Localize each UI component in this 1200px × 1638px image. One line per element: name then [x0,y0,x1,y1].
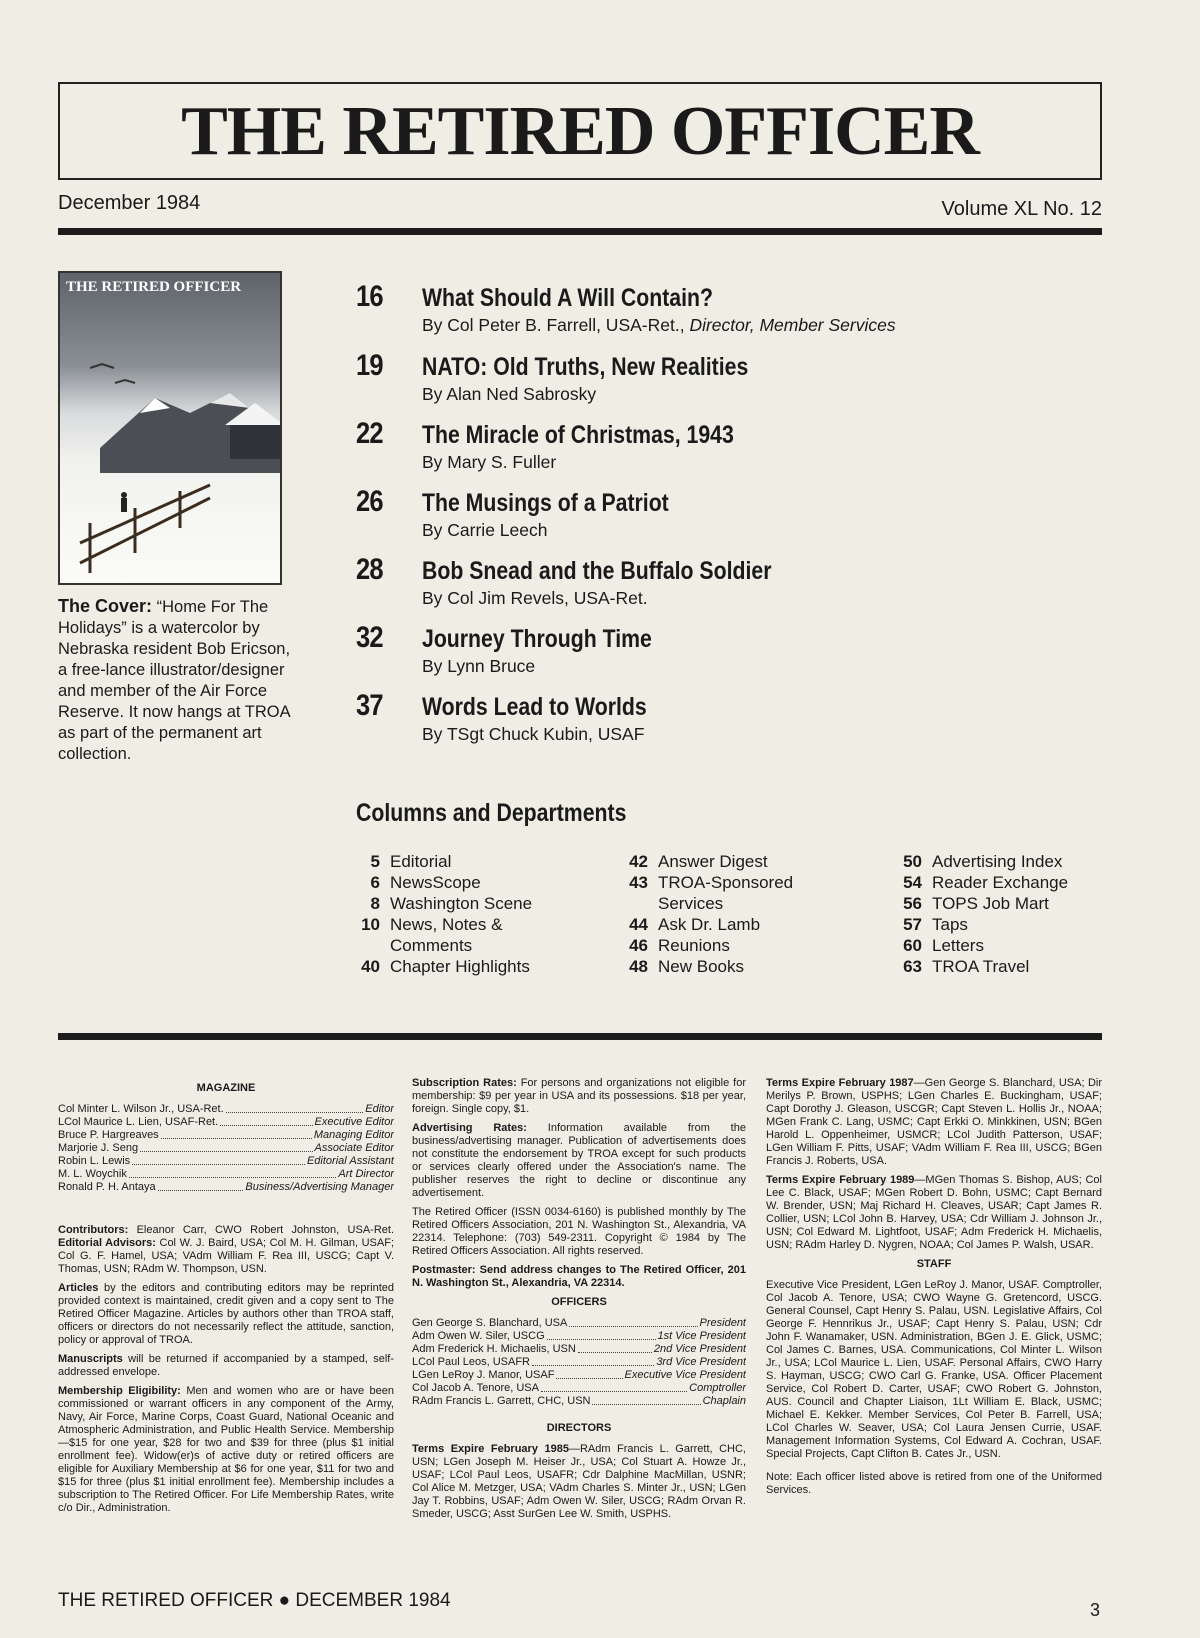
columns-heading: Columns and Departments [356,799,627,827]
postmaster-note: Postmaster: Send address changes to The Retired Officer, 201 N. Washington St., Alexandria, VA 22314. [412,1264,746,1289]
magazine-title: THE RETIRED OFFICER [181,93,979,170]
feature-page: 22 [356,417,383,450]
footer-title: THE RETIRED OFFICER ● DECEMBER 1984 [58,1590,451,1611]
directors-heading: DIRECTORS [546,1422,612,1434]
list-item: Services [658,894,724,913]
feature-title[interactable]: Journey Through Time [422,625,652,653]
staff-row: Col Minter L. Wilson Jr., USA-Ret. Editor [58,1103,394,1115]
feature-byline: By Col Peter B. Farrell, USA-Ret., Director, Member Services [422,315,896,335]
staff-row: M. L. Woychik Art Director [58,1168,394,1180]
feature-byline: By Mary S. Fuller [422,452,557,472]
staff-row: Robin L. Lewis Editorial Assistant [58,1155,394,1167]
officer-row: LGen LeRoy J. Manor, USAF Executive Vice President [412,1369,746,1381]
list-item[interactable]: 60 Letters [903,936,984,955]
columns-list [348,851,532,977]
issue-date: December 1984 [58,192,201,214]
terms-1985: Terms Expire February 1985—RAdm Francis L. Garrett, CHC, USN; LGen Joseph M. Heiser Jr., USA; Col Stuart A. Howze Jr., USAF; LCol Paul Leos, USAFR; Cdr Dalphine MacMillan, USNR; Col Alice M. Metzger, USA; VAdm Charles S. Minter Jr., USN; LGen Jay T. Robbins, USAF; Adm Owen W. Siler, USCG; RAdm Orvan R. Smeder, USCG; Asst SurGen Lee W. Smith, USPHS. [412,1443,746,1520]
staff-heading: STAFF [916,1258,952,1270]
list-item[interactable]: 46 Reunions [629,936,730,955]
staff-list: Executive Vice President, LGen LeRoy J. Manor, USAF. Comptroller, Col Jacob A. Tenore, USA; CWO Wayne G. Gretencord, USCG. General Counsel, Capt Henry S. Palau, USN. Legislative Affairs, Col George F. Hennrikus Jr., USAF; Capt Henry S. Palau, USN; Cdr John F. Wanamaker, USN. Administration, BGen J. E. Glick, USMC; Col James C. Barnes, USA. Communications, Col Minter L. Wilson Jr., USA; LCol Maurice L. Lien, USAF. Personal Affairs, CWO Harry S. Hayman, USCG; CWO Carl G. Franke, USA. Officer Placement Service, Col Robert D. Carter, USAF; CWO Robert G. Johnston, AUS. Council and Chapter Liaison, 1Lt William E. Black, USMC; Michael E. Kekker. Member Services, Col Peter B. Farrell, USA; LCol Charles W. Seaver, USA; Col Laura Jensen Currie, USAF. Management Information Systems, Col Edward A. Cochran, USAF. Special Projects, Capt Clifton B. Cates Jr., USN. [766,1279,1102,1460]
advertising-rates: Advertising Rates: Information available from the business/advertising manager. Publication of advertisements does not constitute the endorsement by TROA except for such products or services clearly offered under the Association's name. The publisher reserves the right to decline or discontinue any advertisement. [412,1122,746,1199]
list-item[interactable]: 8 Washington Scene [370,894,533,913]
officer-row: Col Jacob A. Tenore, USA Comptroller [412,1382,746,1394]
list-item[interactable]: 5 Editorial [370,852,452,871]
feature-byline: By Alan Ned Sabrosky [422,384,597,404]
cover-image [58,271,282,585]
feature-title[interactable]: What Should A Will Contain? [422,284,713,312]
magazine-masthead [58,1076,394,1521]
contributors: Contributors: Eleanor Carr, CWO Robert Johnston, USA-Ret. Editorial Advisors: Col W. J. Baird, USA; Col M. H. Gilman, USAF; Col G. F. Hamel, USA; VAdm William F. Rea III, USCG; Capt V. Thomas, USN; RAdm W. Thompson, USN. [58,1224,395,1275]
list-item[interactable]: 57 Taps [903,915,968,934]
cover-caption-text: “Home For The Holidays” is a watercolor by Nebraska resident Bob Ericson, a free-lance illustrator/designer and member of the Air Force Reserve. It now hangs at TROA as part of the permanent art collection. [58,598,291,763]
manuscripts-note: Manuscripts will be returned if accompanied by a stamped, self-addressed envelope. [58,1353,395,1378]
subscription-rates: Subscription Rates: For persons and organizations not eligible for membership: $9 per year in USA and its possessions. $18 per year, foreign. Single copy, $1. [412,1077,746,1115]
feature-title[interactable]: Bob Snead and the Buffalo Soldier [422,557,772,585]
officer-row: Gen George S. Blanchard, USA President [412,1317,746,1329]
staff-row: Bruce P. Hargreaves Managing Editor [58,1129,394,1141]
feature-title[interactable]: The Musings of a Patriot [422,489,669,517]
publication-info [412,1077,746,1527]
list-item[interactable]: 43 TROA-Sponsored [629,873,794,892]
cover-painting [60,273,282,585]
feature-title[interactable]: The Miracle of Christmas, 1943 [422,421,734,449]
list-item[interactable]: 6 NewsScope [370,873,481,892]
feature-page: 37 [356,689,383,722]
magazine-heading: MAGAZINE [196,1082,256,1094]
feature-page: 16 [356,280,383,313]
feature-page: 28 [356,553,383,586]
volume-number: Volume XL No. 12 [941,198,1102,220]
feature-byline: By TSgt Chuck Kubin, USAF [422,724,645,744]
list-item[interactable]: 50 Advertising Index [903,852,1063,871]
feature-byline: By Carrie Leech [422,520,548,540]
cover-caption [58,596,294,765]
feature-byline: By Lynn Bruce [422,656,536,676]
officer-row: RAdm Francis L. Garrett, CHC, USN Chaplain [412,1395,746,1407]
feature-page: 26 [356,485,383,518]
articles-note: Articles by the editors and contributing editors may be reprinted provided context is maintained, credit given and a copy sent to The Retired Officer Magazine. Articles by authors other than TROA staff, officers or directors do not necessarily reflect the attitude, sanction, policy or approval of TROA. [58,1282,394,1346]
feature-title[interactable]: NATO: Old Truths, New Realities [422,353,749,381]
list-item[interactable]: 44 Ask Dr. Lamb [629,915,761,934]
list-item[interactable]: 63 TROA Travel [903,957,1030,976]
top-rule [58,228,1102,235]
staff-row: LCol Maurice L. Lien, USAF-Ret. Executive Editor [58,1116,394,1128]
directors-staff [766,1077,1102,1503]
list-item[interactable]: 48 New Books [629,957,744,976]
list-item[interactable]: 40 Chapter Highlights [361,957,530,976]
officer-row: Adm Frederick H. Michaelis, USN 2nd Vice President [412,1343,746,1355]
officer-row: Adm Owen W. Siler, USCG 1st Vice President [412,1330,746,1342]
officer-row: LCol Paul Leos, USAFR 3rd Vice President [412,1356,746,1368]
bottom-rule [58,1033,1102,1040]
list-item: Comments [390,936,473,955]
list-item[interactable]: 54 Reader Exchange [903,873,1069,892]
publisher-statement: The Retired Officer (ISSN 0034-6160) is published monthly by The Retired Officers Association, 201 N. Washington St., Alexandria, VA 22314. Telephone: (703) 549-2311. Copyright © 1984 by The Retired Officers Association. All rights reserved. [412,1206,746,1257]
columns-list [890,851,1068,977]
masthead [58,82,1102,180]
columns-list [616,851,793,977]
staff-row: Marjorie J. Seng Associate Editor [58,1142,394,1154]
list-item[interactable]: 42 Answer Digest [629,852,768,871]
feature-byline: By Col Jim Revels, USA-Ret. [422,588,648,608]
list-item[interactable]: 56 TOPS Job Mart [903,894,1049,913]
staff-row: Ronald P. H. Antaya Business/Advertising Manager [58,1181,394,1193]
list-item[interactable]: 10 News, Notes & [361,915,503,934]
retired-note: Note: Each officer listed above is retired from one of the Uniformed Services. [766,1471,1102,1496]
cover-caption-label: The Cover: [58,596,153,616]
feature-title[interactable]: Words Lead to Worlds [422,693,647,721]
terms-1989: Terms Expire February 1989—MGen Thomas S. Bishop, AUS; Col Lee C. Black, USAF; MGen Robert D. Bohn, USMC; Capt Bernard W. Brender, USN; Maj Richard H. Cleaves, USAR; Capt James R. Collier, USN; LCol John B. Harvey, USA; Cdr William J. Johnson Jr., USN; Col Edward M. Lightfoot, USAF; Adm Frederick H. Michaelis, USN; RAdm Harley D. Nygren, NOAA; Col James P. Walsh, USAR. [766,1174,1102,1251]
cover-image-title: THE RETIRED OFFICER [66,279,242,295]
officers-heading: OFFICERS [551,1296,607,1308]
feature-page: 32 [356,621,383,654]
feature-page: 19 [356,349,383,382]
membership-note: Membership Eligibility: Men and women who are or have been commissioned or warrant officers in any component of the Army, Navy, Air Force, Marine Corps, Coast Guard, National Oceanic and Atmospheric Administration, and Public Health Service. Membership—$15 for one year, $28 for two and $39 for three (plus $1 initial enrollment fee). Widow(er)s of active duty or retired officers are eligible for Auxiliary Membership at $6 for one year, $11 for two and $15 for three (plus $1 initial enrollment fee). Membership includes a subscription to The Retired Officer. For Life Membership Rates, write c/o Dir., Administration. [58,1385,395,1514]
terms-1987: Terms Expire February 1987—Gen George S. Blanchard, USA; Dir Merilys P. Brown, USPHS; LGen Charles E. Buckingham, USAF; Capt Dorothy J. Gleason, USCGR; Capt Steven L. Hollis Jr., NOAA; MGen Frank C. Lang, USMC; Capt Erkki O. Minkkinen, USN; BGen Harold L. Oppenheimer, USMCR; LCol Judith Patterson, USAF; LGen William F. Pitts, USAF; VAdm William F. Rea III, USCG; BGen Francis J. Roberts, USA. [766,1077,1103,1167]
page-number: 3 [1090,1600,1101,1620]
